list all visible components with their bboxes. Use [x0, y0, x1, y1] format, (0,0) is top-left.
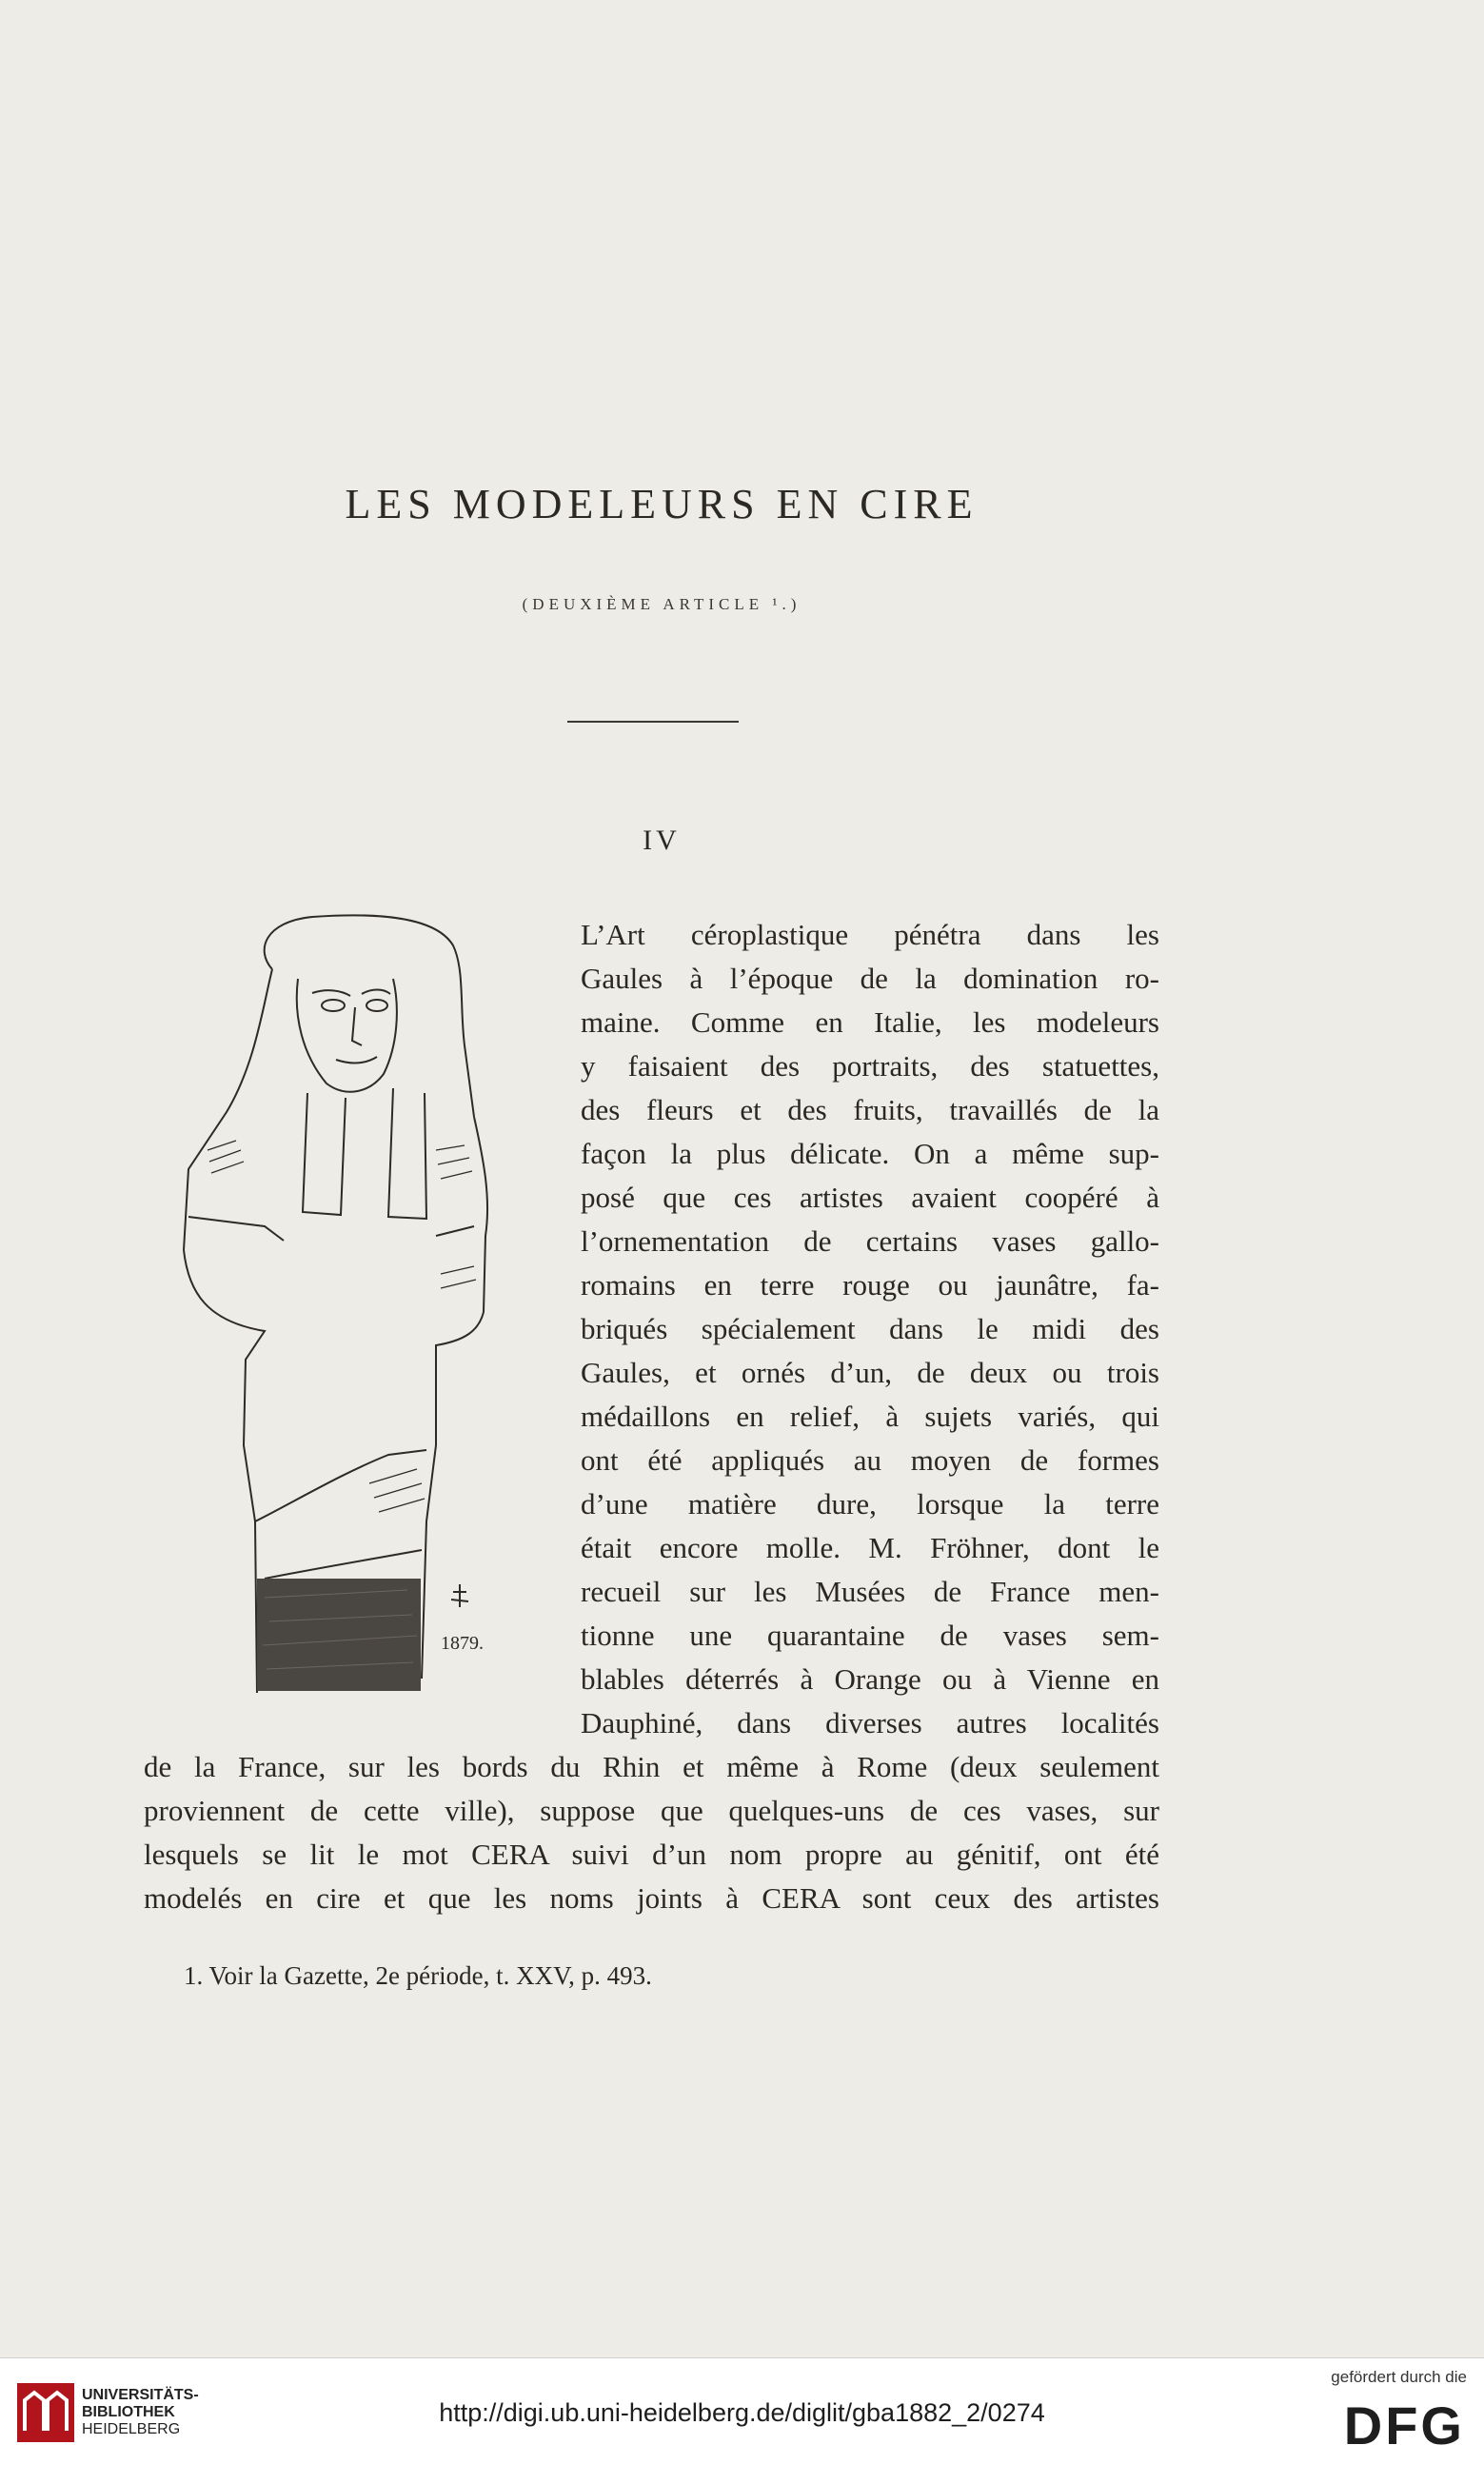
body-line: L’Art céroplastique pénétra dans les: [581, 918, 1159, 951]
body-line: Gaules, et ornés d’un, de deux ou trois: [581, 1356, 1159, 1389]
body-line: y faisaient des portraits, des statuettes,: [581, 1049, 1159, 1083]
body-line: Gaules à l’époque de la domination ro-: [581, 962, 1159, 995]
library-name-line: UNIVERSITÄTS-: [82, 2387, 199, 2403]
body-line: recueil sur les Musées de France men-: [581, 1575, 1159, 1608]
article-title: LES MODELEURS EN CIRE: [345, 481, 979, 527]
body-line: des fleurs et des fruits, travaillés de la: [581, 1093, 1159, 1126]
figure-signature: 1879.: [441, 1633, 484, 1654]
viewer-footer: [0, 2357, 1484, 2465]
footnote: 1. Voir la Gazette, 2e période, t. XXV, p. 493.: [184, 1961, 652, 1990]
body-line: de la France, sur les bords du Rhin et même à Rome (deux seulement: [144, 1750, 1159, 1783]
body-line: ont été appliqués au moyen de formes: [581, 1443, 1159, 1477]
body-line: maine. Comme en Italie, les modeleurs: [581, 1005, 1159, 1039]
body-line: briqués spécialement dans le midi des: [581, 1312, 1159, 1345]
article-subtitle: (DEUXIÈME ARTICLE ¹.): [522, 595, 801, 613]
section-number: IV: [643, 825, 681, 856]
body-line: tionne une quarantaine de vases sem-: [581, 1619, 1159, 1652]
funding-caption: gefördert durch die: [1331, 2368, 1467, 2386]
body-line: posé que ces artistes avaient coopéré à: [581, 1181, 1159, 1214]
body-line: médaillons en relief, à sujets variés, qui: [581, 1400, 1159, 1433]
body-line: modelés en cire et que les noms joints à CERA sont ceux des artistes: [144, 1881, 1159, 1915]
dfg-logo-icon: DFG: [1343, 2395, 1465, 2455]
body-line: proviennent de cette ville), suppose que quelques-uns de ces vases, sur: [144, 1794, 1159, 1827]
library-name-line: BIBLIOTHEK: [82, 2404, 175, 2420]
body-line: l’ornementation de certains vases gallo-: [581, 1224, 1159, 1258]
library-name-line: HEIDELBERG: [82, 2421, 181, 2437]
body-line: blables déterrés à Orange ou à Vienne en: [581, 1662, 1159, 1696]
body-line: Dauphiné, dans diverses autres localités: [581, 1706, 1159, 1739]
body-line: lesquels se lit le mot CERA suivi d’un nom propre au génitif, ont été: [144, 1838, 1159, 1871]
body-line: d’une matière dure, lorsque la terre: [581, 1487, 1159, 1521]
permalink-url[interactable]: http://digi.ub.uni-heidelberg.de/diglit/gba1882_2/0274: [439, 2398, 1045, 2427]
body-line: était encore molle. M. Fröhner, dont le: [581, 1531, 1159, 1564]
body-line: façon la plus délicate. On a même sup-: [581, 1137, 1159, 1170]
body-line: romains en terre rouge ou jaunâtre, fa-: [581, 1268, 1159, 1302]
